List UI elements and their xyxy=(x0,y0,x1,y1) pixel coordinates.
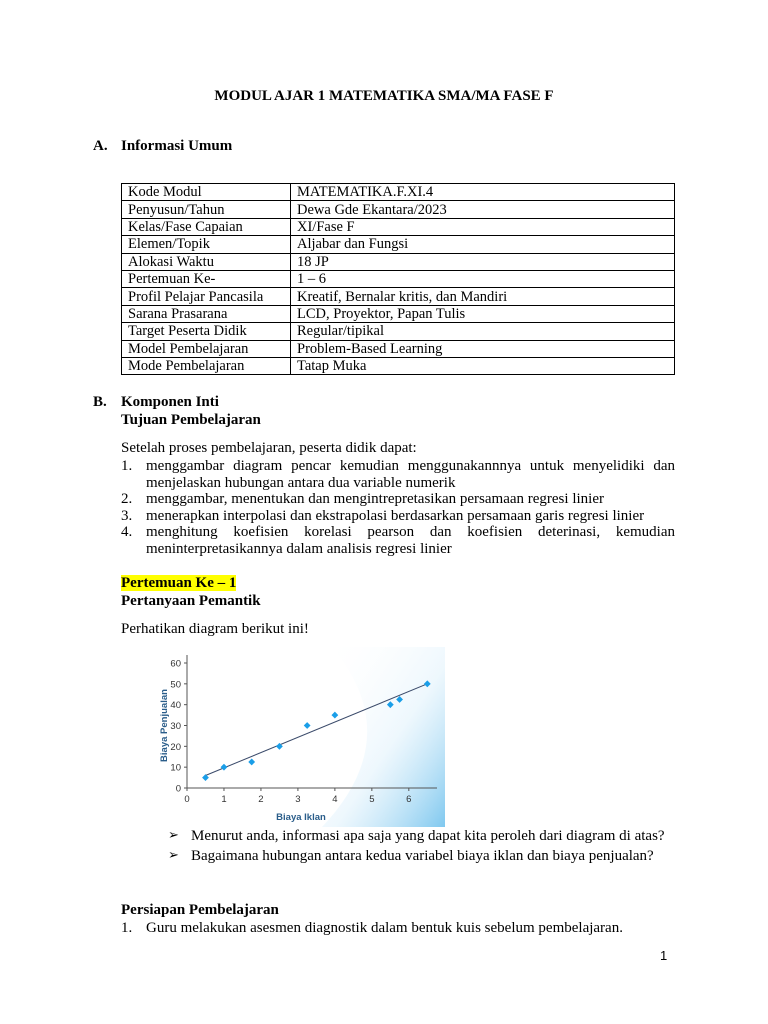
x-tick-label: 2 xyxy=(258,794,264,805)
x-tick-label: 0 xyxy=(184,794,190,805)
info-table-value: LCD, Proyektor, Papan Tulis xyxy=(291,305,675,322)
section-b-letter: B. xyxy=(93,394,107,410)
info-table-value: 1 – 6 xyxy=(291,270,675,287)
preparation-item: 1. Guru melakukan asesmen diagnostik dalam bentuk kuis sebelum pembelajaran. xyxy=(121,920,623,936)
info-table-value: Problem-Based Learning xyxy=(291,340,675,357)
info-table-value: Dewa Gde Ekantara/2023 xyxy=(291,201,675,218)
y-tick-label: 60 xyxy=(170,658,181,670)
x-tick-label: 3 xyxy=(295,794,301,805)
info-table-row xyxy=(122,323,675,340)
x-tick-label: 6 xyxy=(406,794,412,805)
info-table-row xyxy=(122,270,675,287)
question-item: ➢ Menurut anda, informasi apa saja yang dapat kita peroleh dari diagram di atas? xyxy=(168,828,665,844)
preparation-heading: Persiapan Pembelajaran xyxy=(121,902,279,918)
y-axis-title: Biaya Penjualan xyxy=(159,689,170,762)
section-a-title: Informasi Umum xyxy=(121,138,233,154)
trigger-question-heading: Pertanyaan Pemantik xyxy=(121,593,261,609)
learning-objectives-heading: Tujuan Pembelajaran xyxy=(121,412,261,428)
info-table-key: Model Pembelajaran xyxy=(122,340,291,357)
info-table-value: XI/Fase F xyxy=(291,218,675,235)
info-table-row xyxy=(122,253,675,270)
info-table-value: MATEMATIKA.F.XI.4 xyxy=(291,184,675,201)
objectives-list xyxy=(121,458,675,557)
y-tick-label: 20 xyxy=(170,741,181,753)
trigger-questions-list xyxy=(168,827,675,867)
meeting-heading xyxy=(121,575,236,592)
section-a-letter: A. xyxy=(93,138,108,154)
x-axis-title: Biaya Iklan xyxy=(276,812,326,823)
y-tick-label: 0 xyxy=(175,783,181,795)
info-table-value: 18 JP xyxy=(291,253,675,270)
y-tick-label: 40 xyxy=(170,700,181,712)
info-table-value: Tatap Muka xyxy=(291,357,675,374)
objective-item: 4. menghitung koefisien korelasi pearson dan koefisien deterinasi, kemudian meninterpretasikannya dalam analisis regresi linier xyxy=(121,524,675,557)
y-tick-label: 50 xyxy=(170,679,181,691)
info-table-row xyxy=(122,288,675,305)
info-table-key: Penyusun/Tahun xyxy=(122,201,291,218)
info-table-key: Pertemuan Ke- xyxy=(122,270,291,287)
section-b-title: Komponen Inti xyxy=(121,394,219,410)
info-table-row xyxy=(122,184,675,201)
y-tick-label: 30 xyxy=(170,721,181,732)
info-table-row xyxy=(122,305,675,322)
info-table-row xyxy=(122,340,675,357)
objective-item: 3. menerapkan interpolasi dan ekstrapolasi berdasarkan persamaan garis regresi linier xyxy=(121,507,645,524)
info-table-key: Kode Modul xyxy=(122,184,291,201)
objectives-intro: Setelah proses pembelajaran, peserta didik dapat: xyxy=(121,440,417,456)
x-tick-label: 1 xyxy=(221,794,227,805)
info-table-key: Mode Pembelajaran xyxy=(122,357,291,374)
info-table-row xyxy=(122,218,675,235)
objective-item: 2. menggambar, menentukan dan mengintrepretasikan persamaan regresi linier xyxy=(121,491,604,507)
info-table-key: Target Peserta Didik xyxy=(122,323,291,340)
question-item: ➢ Bagaimana hubungan antara kedua variabel biaya iklan dan biaya penjualan? xyxy=(168,848,654,864)
arrow-bullet-icon: ➢ xyxy=(168,848,179,863)
scatter-chart xyxy=(157,647,445,827)
chart-intro: Perhatikan diagram berikut ini! xyxy=(121,621,309,637)
info-table-value: Aljabar dan Fungsi xyxy=(291,236,675,253)
arrow-bullet-icon: ➢ xyxy=(168,828,179,843)
info-table-row xyxy=(122,201,675,218)
info-table-value: Kreatif, Bernalar kritis, dan Mandiri xyxy=(291,288,675,305)
general-info-table xyxy=(121,183,675,375)
document-title: MODUL AJAR 1 MATEMATIKA SMA/MA FASE F xyxy=(214,88,554,104)
y-tick-label: 10 xyxy=(170,762,181,774)
info-table-value: Regular/tipikal xyxy=(291,323,675,340)
info-table-key: Alokasi Waktu xyxy=(122,253,291,270)
info-table-row xyxy=(122,236,675,253)
info-table-key: Kelas/Fase Capaian xyxy=(122,218,291,235)
info-table-key: Elemen/Topik xyxy=(122,236,291,253)
info-table-key: Profil Pelajar Pancasila xyxy=(122,288,291,305)
x-tick-label: 5 xyxy=(369,794,375,805)
objective-item: 1. menggambar diagram pencar kemudian menggunakannnya untuk menyelidiki dan menjelaskan hubungan antara dua variable numerik xyxy=(121,458,675,491)
info-table-key: Sarana Prasarana xyxy=(122,305,291,322)
x-tick-label: 4 xyxy=(332,794,338,805)
meeting-heading-highlight: Pertemuan Ke – 1 xyxy=(121,575,237,591)
page-number: 1 xyxy=(660,948,668,963)
info-table-row xyxy=(122,357,675,374)
